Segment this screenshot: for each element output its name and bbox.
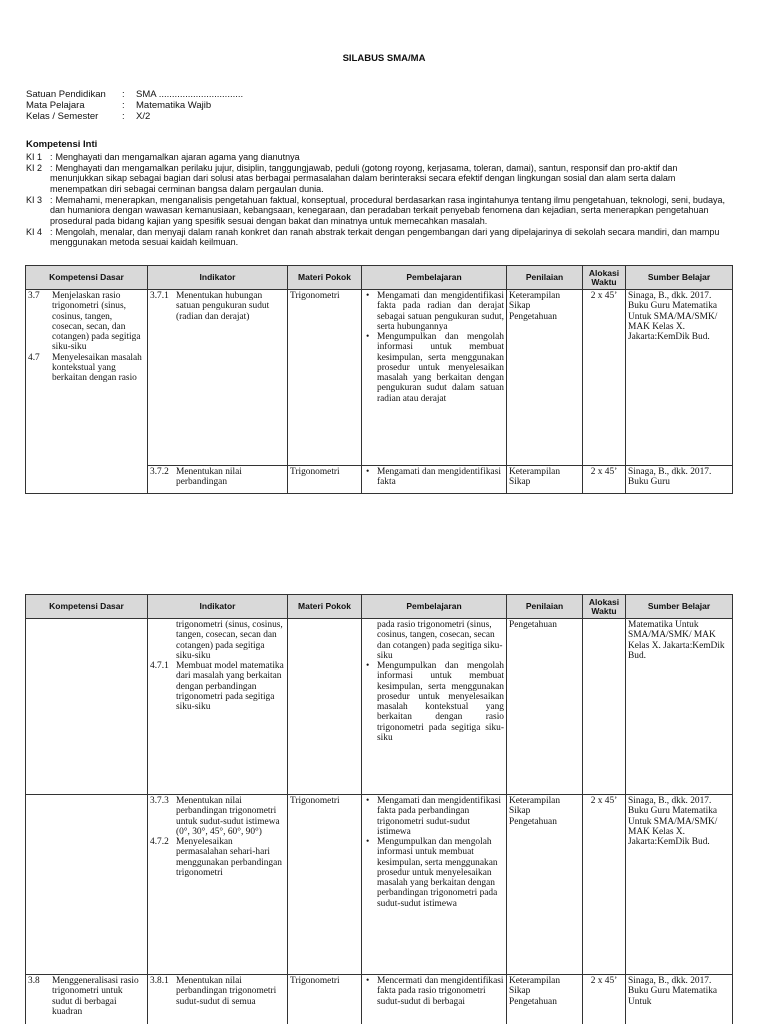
ki-code: KI 3	[26, 194, 43, 205]
penilaian-item: Pengetahuan	[509, 620, 557, 630]
meta-label: Mata Pelajara	[26, 100, 85, 111]
kd-cell	[26, 975, 148, 1024]
indikator-cell	[148, 619, 288, 795]
meta-row-satuan	[26, 89, 243, 100]
penilaian-cell	[507, 619, 583, 795]
penilaian-cell	[507, 795, 583, 975]
sumber-cell: Sinaga, B., dkk. 2017. Buku Guru Matematika Untuk SMA/MA/SMK/ MAK Kelas X. Jakarta:KemDik Bud.	[626, 795, 733, 975]
kd-number: 4.7	[28, 352, 40, 363]
pembelajaran-cell	[362, 466, 507, 494]
pembelajaran-item: • Mencermati dan mengidentifikasi fakta pada rasio trigonometri sudut-sudut di berbagai	[364, 976, 504, 1007]
ki-text: Mengolah, menalar, dan menyaji dalam ranah konkret dan ranah abstrak terkait dengan pengembangan dari yang dipelajarinya di sekolah secara mandiri, dan mampu menggunakan metoda sesuai kaidah keilmuan.	[50, 226, 720, 248]
meta-colon: :	[122, 111, 125, 122]
penilaian-item: Sikap	[509, 301, 531, 312]
penilaian-cell	[507, 290, 583, 466]
alokasi-cell: 2 x 45’	[583, 975, 626, 1024]
pembelajaran-item: • Mengamati dan mengidentifikasi fakta pada radian dan derajat sebagai satuan pengukuran sudut, serta hubungannya	[364, 291, 504, 332]
kd-cell	[26, 795, 148, 975]
materi-cell: Trigonometri	[288, 290, 362, 466]
header-materi-pokok: Materi Pokok	[288, 266, 362, 290]
penilaian-item: Sikap	[509, 986, 531, 997]
indikator-text: Menyelesaikan permasalahan sehari-hari menggunakan perbandingan trigonometri	[176, 837, 282, 878]
pembelajaran-cell	[362, 795, 507, 975]
header-sumber-belajar: Sumber Belajar	[626, 266, 733, 290]
header-pembelajaran: Pembelajaran	[362, 266, 507, 290]
sumber-cell: Sinaga, B., dkk. 2017. Buku Guru	[626, 466, 733, 494]
header-penilaian: Penilaian	[507, 595, 583, 619]
penilaian-item: Keterampilan	[509, 976, 561, 986]
header-kompetensi-dasar: Kompetensi Dasar	[26, 595, 148, 619]
header-indikator: Indikator	[148, 595, 288, 619]
header-sumber-belajar: Sumber Belajar	[626, 595, 733, 619]
sumber-cell: Sinaga, B., dkk. 2017. Buku Guru Matematika Untuk SMA/MA/SMK/ MAK Kelas X. Jakarta:KemDik Bud.	[626, 290, 733, 466]
ki-item	[26, 227, 732, 248]
kd-number: 3.7	[28, 291, 40, 301]
indikator-number: 3.7.2	[150, 467, 169, 477]
ki-colon: :	[50, 226, 53, 237]
materi-cell: Trigonometri	[288, 975, 362, 1024]
indikator-number: 3.7.3	[150, 796, 169, 806]
meta-value: SMA ................................	[136, 89, 244, 100]
table-row	[26, 975, 733, 1024]
syllabus-table-2	[25, 594, 733, 1024]
penilaian-cell	[507, 975, 583, 1024]
header-materi-pokok: Materi Pokok	[288, 595, 362, 619]
syllabus-table-1	[25, 265, 733, 494]
kd-cell	[26, 619, 148, 795]
indikator-number: 4.7.2	[150, 837, 169, 847]
pembelajaran-item: • Mengumpulkan dan mengolah informasi untuk membuat kesimpulan, serta menggunakan prosedur untuk menyelesaikan masalah yang berkaitan dengan perbandingan trigonometri pada sudut-sudut istimewa	[364, 837, 504, 909]
ki-code: KI 2	[26, 163, 43, 173]
indikator-number: 3.7.1	[150, 291, 169, 301]
sumber-cell: Sinaga, B., dkk. 2017. Buku Guru Matematika Untuk	[626, 975, 733, 1024]
kd-text: Menyelesaikan masalah kontekstual yang berkaitan dengan rasio	[52, 352, 142, 383]
indikator-text: Menentukan hubungan satuan pengukuran sudut (radian dan derajat)	[176, 291, 270, 322]
identity-block	[26, 89, 243, 122]
alokasi-cell: 2 x 45’	[583, 795, 626, 975]
pembelajaran-cont: pada rasio trigonometri (sinus, cosinus, tangen, cosecan, secan dan cotangen) pada segitiga siku-siku	[377, 620, 503, 661]
ki-code: KI 4	[26, 226, 43, 237]
meta-label: Kelas / Semester	[26, 111, 99, 122]
ki-colon: :	[50, 194, 53, 205]
header-indikator: Indikator	[148, 266, 288, 290]
ki-code: KI 1	[26, 152, 43, 162]
penilaian-item: Pengetahuan	[509, 996, 557, 1007]
pembelajaran-cell	[362, 975, 507, 1024]
kd-number: 3.8	[28, 976, 40, 986]
meta-value: X/2	[136, 111, 151, 122]
penilaian-cell	[507, 466, 583, 494]
indikator-cell	[148, 795, 288, 975]
header-alokasi-waktu: Alokasi Waktu	[583, 595, 626, 619]
table-row	[26, 290, 733, 466]
table-header-row	[26, 266, 733, 290]
indikator-cell	[148, 975, 288, 1024]
penilaian-item: Keterampilan	[509, 796, 561, 806]
sumber-cell: Matematika Untuk SMA/MA/SMK/ MAK Kelas X. Jakarta:KemDik Bud.	[626, 619, 733, 795]
pembelajaran-cell	[362, 619, 507, 795]
table-row	[26, 619, 733, 795]
ki-text: Memahami, menerapkan, menganalisis pengetahuan faktual, konseptual, procedural berdasarkan rasa ingintahunya tentang ilmu pengetahuan, teknologi, seni, budaya, dan humaniora dengan wawasan kemanusiaan, kebangsaan, kenegaraan, dan peradaban terkait penyebab fenomena dan kejadian, serta menerapkan pengetahuan prosedural pada bidang kajian yang spesifik sesuai dengan bakat dan minatnya untuk memecahkan masalah.	[50, 194, 725, 226]
penilaian-item: Pengetahuan	[509, 311, 557, 322]
ki-item	[26, 195, 732, 226]
indikator-cell	[148, 466, 288, 494]
materi-cell	[288, 619, 362, 795]
kd-text: Menggeneralisasi rasio trigonometri untuk sudut di berbagai kuadran	[52, 976, 139, 1017]
materi-cell: Trigonometri	[288, 466, 362, 494]
document-title: SILABUS SMA/MA	[342, 53, 426, 64]
kd-text: Menjelaskan rasio trigonometri (sinus, cosinus, tangen, cosecan, secan, dan cotangen) pada segitiga siku-siku	[52, 291, 141, 353]
header-pembelajaran: Pembelajaran	[362, 595, 507, 619]
alokasi-cell: 2 x 45’	[583, 290, 626, 466]
pembelajaran-cell	[362, 290, 507, 466]
materi-cell: Trigonometri	[288, 795, 362, 975]
indikator-text: Menentukan nilai perbandingan trigonometri sudut-sudut di semua	[176, 976, 277, 1007]
pembelajaran-item: • Mengamati dan mengidentifikasi fakta pada perbandingan trigonometri sudut-sudut istimewa	[364, 796, 504, 837]
pembelajaran-item: • Mengumpulkan dan mengolah informasi untuk membuat kesimpulan, serta menggunakan prosedur untuk menyelesaikan masalah yang berkaitan dengan pengukuran sudut dalam satuan radian atau derajat	[364, 332, 504, 404]
ki-heading: Kompetensi Inti	[26, 139, 98, 150]
penilaian-item: Keterampilan	[509, 467, 561, 477]
ki-text: Menghayati dan mengamalkan perilaku jujur, disiplin, tanggungjawab, peduli (gotong royong, kerjasama, toleran, damai), santun, responsif dan pro-aktif dan menunjukkan sikap sebagai bagian dari solusi atas berbagai permasalahan dalam berinteraksi secara efektif dengan lingkungan sosial dan alam serta dalam menempatkan diri sebagai cerminan bangsa dalam pergaulan dunia.	[50, 163, 678, 194]
ki-colon: :	[50, 163, 53, 173]
ki-item	[26, 163, 732, 194]
indikator-text: Menentukan nilai perbandingan	[176, 467, 242, 488]
ki-item	[26, 152, 732, 162]
pembelajaran-item: • Mengumpulkan dan mengolah informasi untuk membuat kesimpulan, serta menggunakan prosedur untuk menyelesaikan masalah kontekstual yang berkaitan dengan rasio trigonometri pada segitiga siku-siku	[364, 661, 504, 743]
meta-colon: :	[122, 89, 125, 100]
alokasi-cell: 2 x 45’	[583, 466, 626, 494]
meta-value: Matematika Wajib	[136, 100, 212, 111]
ki-list	[26, 152, 732, 248]
penilaian-item: Pengetahuan	[509, 816, 557, 827]
ki-colon: :	[50, 152, 53, 162]
meta-row-mapel	[26, 100, 243, 111]
alokasi-cell	[583, 619, 626, 795]
indikator-number: 3.8.1	[150, 976, 169, 986]
penilaian-item: Sikap	[509, 477, 531, 488]
indikator-number: 4.7.1	[150, 661, 169, 671]
indikator-text: Menentukan nilai perbandingan trigonometri untuk sudut-sudut istimewa (0°, 30°, 45°, 60°, 90°)	[176, 796, 280, 837]
meta-colon: :	[122, 100, 125, 111]
kd-cell	[26, 290, 148, 494]
penilaian-item: Sikap	[509, 806, 531, 817]
header-penilaian: Penilaian	[507, 266, 583, 290]
table-header-row	[26, 595, 733, 619]
header-alokasi-waktu: Alokasi Waktu	[583, 266, 626, 290]
indikator-text: trigonometri (sinus, cosinus, tangen, cosecan, secan dan cotangen) pada segitiga siku-siku	[176, 620, 283, 661]
pembelajaran-item: • Mengamati dan mengidentifikasi fakta	[364, 467, 504, 488]
table-row	[26, 795, 733, 975]
indikator-text: Membuat model matematika dari masalah yang berkaitan dengan perbandingan trigonometri pada segitiga siku-siku	[176, 661, 284, 712]
header-kompetensi-dasar: Kompetensi Dasar	[26, 266, 148, 290]
penilaian-item: Keterampilan	[509, 291, 561, 301]
indikator-cell	[148, 290, 288, 466]
meta-row-kelas	[26, 111, 243, 122]
meta-label: Satuan Pendidikan	[26, 89, 106, 100]
ki-text: Menghayati dan mengamalkan ajaran agama yang dianutnya	[55, 152, 300, 162]
